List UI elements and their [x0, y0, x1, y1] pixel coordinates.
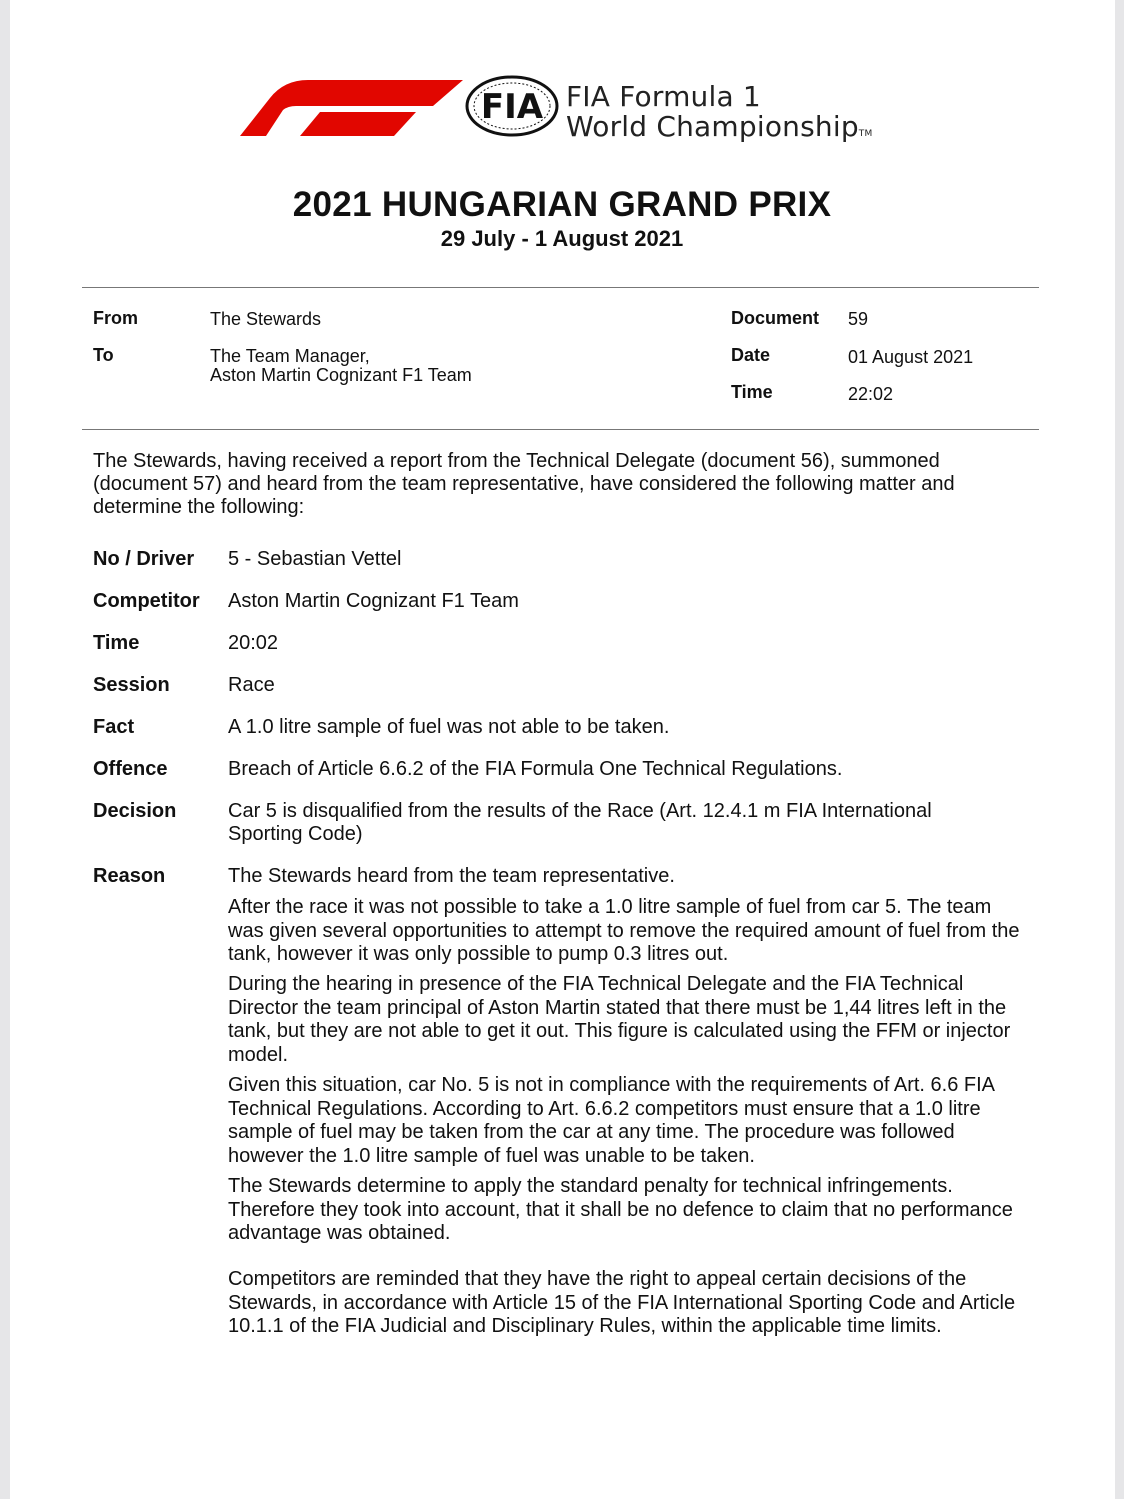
logo-line2: World ChampionshipTM: [566, 110, 873, 143]
logo-line1: FIA Formula 1: [566, 80, 761, 113]
event-title: 2021 HUNGARIAN GRAND PRIX: [292, 185, 832, 224]
document-value: 59: [848, 309, 869, 329]
driver-value: 5 - Sebastian Vettel: [228, 548, 402, 570]
reason-paragraph-4: Given this situation, car No. 5 is not in compliance with the requirements of Art. 6.6 FIA Technical Regulations. According to Art. 6.6.2 competitors must ensure that a 1.0 litre sample of fuel may be taken from the car at any time. The procedure was followed however the 1.0 litre sample of fuel was unable to be taken.: [228, 1074, 994, 1167]
reason-paragraph-2: After the race it was not possible to take a 1.0 litre sample of fuel from car 5. The team was given several opportunities to attempt to remove the required amount of fuel from the tank, however it was only possible to pump 0.3 litres out.: [228, 896, 1020, 965]
session-value: Race: [228, 674, 275, 696]
offence-value: Breach of Article 6.6.2 of the FIA Formula One Technical Regulations.: [228, 758, 843, 780]
f1-red-logo-icon: [238, 74, 463, 138]
fact-label: Fact: [93, 716, 135, 738]
time-label: Time: [731, 382, 773, 402]
from-label: From: [93, 308, 138, 328]
trademark: TM: [858, 129, 873, 139]
time-value: 22:02: [848, 384, 894, 404]
reason-paragraph-5: The Stewards determine to apply the standard penalty for technical infringements. Therefore they took into account, that it shall be no defence to claim that no performance advantage was obtained.: [228, 1175, 1013, 1244]
to-value: [210, 347, 472, 385]
intro-paragraph: The Stewards, having received a report from the Technical Delegate (document 56), summoned (document 57) and heard from the team representative, have considered the following matter and determine the following:: [93, 450, 955, 518]
to-value-line1: The Team Manager,: [210, 346, 370, 366]
fact-value: A 1.0 litre sample of fuel was not able to be taken.: [228, 716, 670, 738]
fia-badge-icon: [464, 74, 560, 138]
reason-paragraph-1: The Stewards heard from the team representative.: [228, 865, 675, 887]
fia-badge-text: FIA: [480, 87, 544, 127]
divider-bottom: [82, 429, 1039, 430]
decision-value: Car 5 is disqualified from the results of the Race (Art. 12.4.1 m FIA International Sporting Code): [228, 800, 932, 845]
appeal-notice: Competitors are reminded that they have the right to appeal certain decisions of the Stewards, in accordance with Article 15 of the FIA International Sporting Code and Article 10.1.1 of the FIA Judicial and Disciplinary Rules, within the applicable time limits.: [228, 1268, 1016, 1337]
to-value-line2: Aston Martin Cognizant F1 Team: [210, 365, 472, 385]
reason-label: Reason: [93, 865, 166, 887]
incident-time-label: Time: [93, 632, 140, 654]
decision-label: Decision: [93, 800, 177, 822]
offence-label: Offence: [93, 758, 168, 780]
reason-paragraph-3: During the hearing in presence of the FIA Technical Delegate and the FIA Technical Director the team principal of Aston Martin stated that there must be 1,44 litres left in the tank, but they are not able to get it out. This figure is calculated using the FFM or injector model.: [228, 973, 1011, 1066]
logo-wordmark: [566, 82, 872, 149]
from-value: The Stewards: [210, 309, 322, 329]
document-label: Document: [731, 308, 820, 328]
event-dates: 29 July - 1 August 2021: [440, 226, 684, 251]
divider-top: [82, 287, 1039, 288]
to-label: To: [93, 345, 114, 365]
session-label: Session: [93, 674, 170, 696]
f1-logo: [238, 74, 918, 144]
competitor-value: Aston Martin Cognizant F1 Team: [228, 590, 519, 612]
incident-time-value: 20:02: [228, 632, 279, 654]
date-value: 01 August 2021: [848, 347, 974, 367]
date-label: Date: [731, 345, 771, 365]
driver-label: No / Driver: [93, 548, 195, 570]
competitor-label: Competitor: [93, 590, 200, 612]
